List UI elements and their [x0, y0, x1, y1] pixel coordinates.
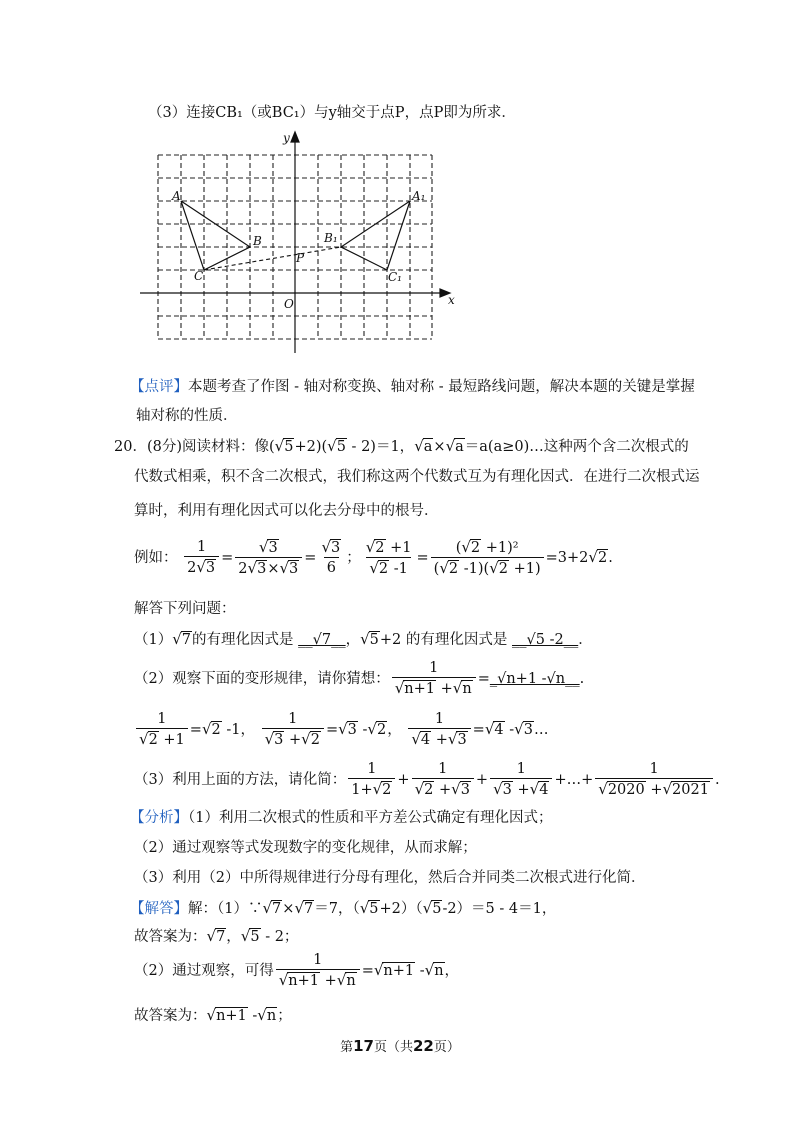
label-x: x: [448, 293, 455, 307]
analysis-text1: （1）利用二次根式的性质和平方差公式确定有理化因式；: [188, 810, 553, 826]
comment-line1: [130, 377, 695, 397]
q20-l1d: ×: [433, 439, 446, 455]
solution-line1: 【解答】解：（1）∵√7×√7＝7，（√5+2）（√5-2）＝5 - 4＝1，: [130, 899, 557, 917]
p1c: ，: [345, 632, 361, 648]
coordinate-graph: [140, 128, 460, 362]
sol-l1c: ＝7，（: [314, 901, 360, 917]
q20-l1e: ＝a(a≥0)…这种两个含二次根式的: [464, 439, 689, 455]
q20-l1c: - 2)＝1，: [346, 439, 415, 455]
q20-line1: 20．(8分)阅读材料：像(√5+2)(√5 - 2)＝1，√a×√a＝a(a≥0)…这种两个含二次根式的: [114, 437, 689, 455]
p2a: （2）观察下面的变形规律，请你猜想：: [134, 671, 390, 687]
q20-line2: 代数式相乘，积不含二次根式，我们称这两个代数式互为有理化因式．在进行二次根式运: [134, 469, 700, 485]
label-P: P: [296, 251, 305, 265]
example-label: 例如：: [134, 550, 178, 566]
label-A: A: [172, 189, 181, 203]
footer-page: 17: [353, 1037, 374, 1055]
analysis-tag: 【分析】: [130, 810, 188, 826]
sol-l1b: ×: [282, 901, 295, 917]
p1-answer1: __√7__: [298, 632, 346, 648]
label-B: B: [253, 234, 262, 248]
comment-text1: 本题考查了作图 - 轴对称变换、轴对称 - 最短路线问题，解决本题的关键是掌握: [188, 379, 695, 395]
comment-line2: 轴对称的性质．: [136, 408, 238, 424]
analysis-line1: [130, 808, 552, 828]
sol-l1a: 解：（1）∵: [188, 901, 263, 917]
footer-mid: 页（共: [373, 1040, 413, 1055]
p1a: （1）: [134, 632, 173, 648]
label-y: y: [283, 131, 290, 145]
analysis-line3: （3）利用（2）中所得规律进行分母有理化，然后合并同类二次根式进行化简．: [134, 870, 646, 886]
p1d: +2 的有理化因式是: [379, 632, 512, 648]
p1-answer2: __√5 -2__: [512, 632, 579, 648]
q20-line3: 算时，利用有理化因式可以化去分母中的根号．: [134, 503, 439, 519]
step3-text: （3）连接CB₁（或BC₁）与y轴交于点P，点P即为所求．: [148, 105, 516, 121]
p3a: （3）利用上面的方法，请化简：: [134, 772, 347, 788]
footer-post: 页）: [433, 1040, 460, 1055]
sol-l3a: （2）通过观察，可得: [134, 963, 274, 979]
sol-l1d: +2）（: [379, 901, 423, 917]
example-line: 例如： $\frac{1}{2√3}$ = $\frac{√3}{2√3\times√3}$ = $\frac{√3}{6}$ ； $\frac{√2 +1}{√2 -1}$ = $\frac{\text{(√2 +1)²}}{(√2 -1)(√2 +1)}$ =3+2√2.: [134, 537, 613, 577]
q20-l1b: +2)(: [294, 439, 328, 455]
footer-total: 22: [413, 1037, 434, 1055]
p2-answer: _√n+1 -√n__: [489, 671, 580, 687]
footer-pre: 第: [340, 1040, 354, 1055]
sol-l1e: -2）＝5 - 4＝1，: [442, 901, 557, 917]
label-O: O: [284, 297, 294, 311]
part3-line: （3）利用上面的方法，请化简： $\frac{1}{1+√2}$ + $\frac{1}{√2 +√3}$ + $\frac{1}{√3 +√4}$ +…+ $\frac{1}{√2020 +√2021}$ .: [134, 761, 720, 798]
solution-line3: （2）通过观察，可得 $\frac{1}{√n+1 +√n}$ =√n+1 -√n，: [134, 952, 460, 989]
part2-line: （2）观察下面的变形规律，请你猜想： $\frac{1}{√n+1 +√n}$ =_√n+1 -√n__.: [134, 660, 585, 697]
solution-line2: 故答案为：√7，√5 - 2；: [134, 927, 299, 945]
sol-l2b: ，: [226, 929, 241, 945]
solution-tag: 【解答】: [130, 901, 188, 917]
label-A1: A₁: [412, 189, 426, 203]
page-footer: [0, 1036, 800, 1055]
sol-l2a: 故答案为：: [134, 929, 207, 945]
label-C1: C₁: [388, 270, 402, 284]
sol-l4a: 故答案为：: [134, 1008, 207, 1024]
sol-l2c: - 2；: [260, 929, 299, 945]
p1b: 的有理化因式是: [192, 632, 299, 648]
pattern-line: $\frac{1}{√2 +1}$ =√2 -1， $\frac{1}{√3 +√2}$ =√3 -√2， $\frac{1}{√4 +√3}$ =√4 -√3…: [134, 709, 548, 750]
part1-line: （1）√7的有理化因式是 __√7__，√5+2 的有理化因式是 __√5 -2__．: [134, 630, 593, 648]
comment-tag: 【点评】: [130, 379, 188, 395]
label-C: C: [194, 269, 204, 283]
q20-l1a: 20．(8分)阅读材料：像(: [114, 439, 275, 455]
grid-svg: [140, 128, 460, 358]
sol-l4b: ；: [277, 1008, 292, 1024]
analysis-line2: （2）通过观察等式发现数字的变化规律，从而求解；: [134, 840, 477, 856]
ask-line: 解答下列问题：: [134, 601, 236, 617]
label-B1: B₁: [324, 231, 338, 245]
solution-line4: 故答案为：√n+1 -√n；: [134, 1006, 292, 1024]
